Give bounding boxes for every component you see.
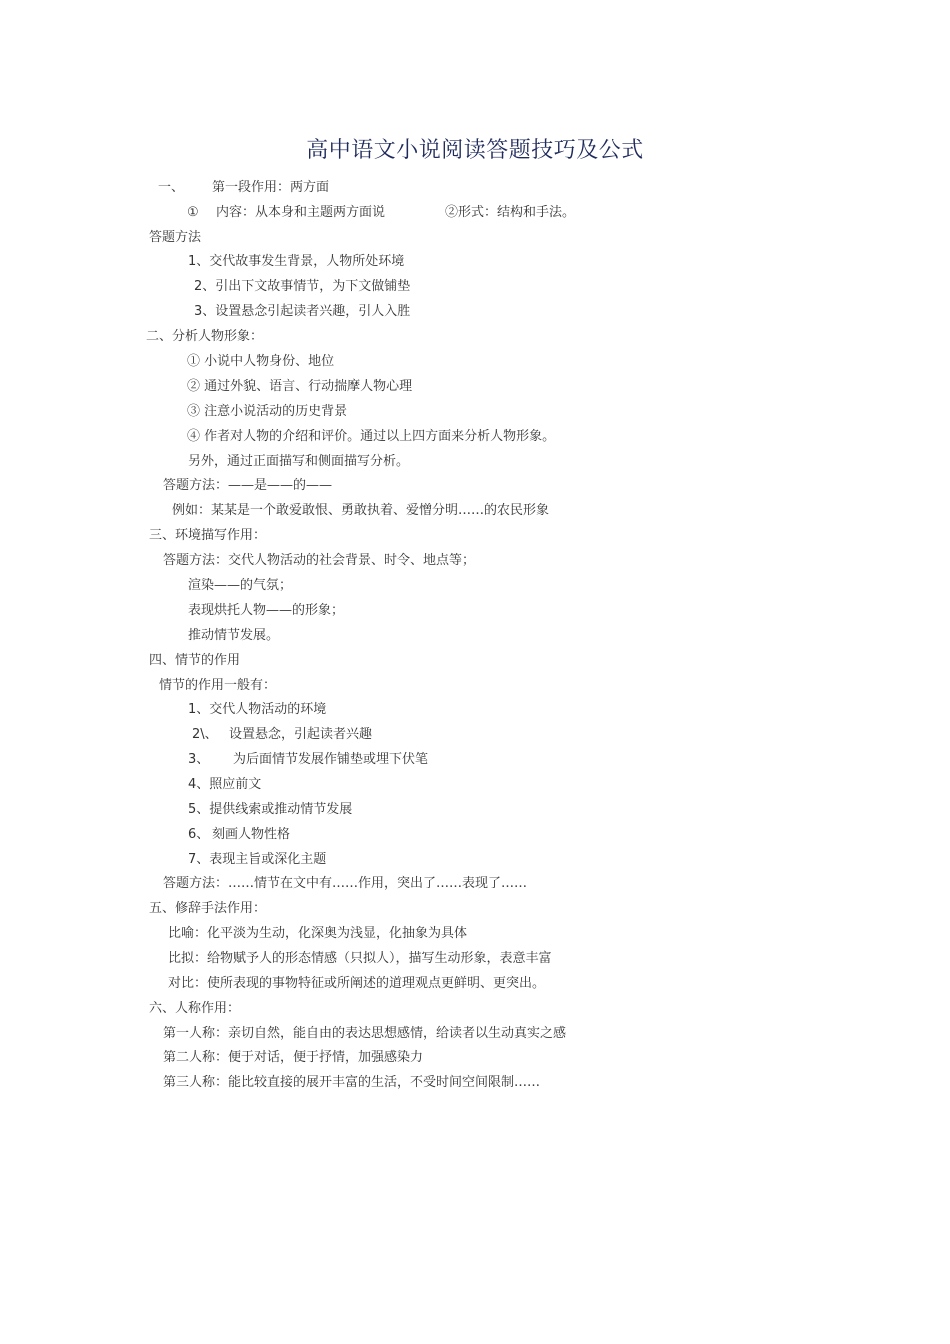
list-item: ② 通过外貌、语言、行动揣摩人物心理 — [187, 379, 413, 394]
list-item: 5、提供线索或推动情节发展 — [188, 802, 353, 817]
list-item: 比喻：化平淡为生动，化深奥为浅显，化抽象为具体 — [168, 926, 468, 941]
section-heading-5: 五、修辞手法作用： — [149, 901, 267, 916]
list-item: 对比：使所表现的事物特征或所阐述的道理观点更鲜明、更突出。 — [168, 976, 546, 991]
list-marker: 3、 — [188, 752, 210, 767]
list-item: 第三人称：能比较直接的展开丰富的生活，不受时间空间限制…… — [163, 1075, 541, 1090]
list-item: 内容：从本身和主题两方面说 — [216, 205, 386, 220]
section-heading-2: 二、分析人物形象： — [146, 329, 264, 344]
answer-method: 答题方法：……情节在文中有……作用，突出了……表现了…… — [163, 876, 528, 891]
list-marker: 2\、 — [192, 727, 218, 742]
section-heading-3: 三、环境描写作用： — [149, 528, 267, 543]
list-item: 为后面情节发展作铺垫或埋下伏笔 — [233, 752, 429, 767]
list-item: 1、交代人物活动的环境 — [188, 702, 327, 717]
subheading: 情节的作用一般有： — [159, 678, 277, 693]
answer-method: 答题方法：交代人物活动的社会背景、时令、地点等； — [163, 553, 476, 568]
answer-method: 答题方法：——是——的—— — [163, 478, 333, 493]
list-item: ① 小说中人物身份、地位 — [187, 354, 335, 369]
list-item: 表现烘托人物——的形象； — [188, 603, 345, 618]
list-item: ④ 作者对人物的介绍和评价。通过以上四方面来分析人物形象。 — [187, 429, 556, 444]
list-marker: 6、 — [188, 827, 210, 842]
list-item: 第二人称：便于对话，便于抒情，加强感染力 — [163, 1050, 424, 1065]
section-heading-4: 四、情节的作用 — [149, 653, 241, 668]
document-title: 高中语文小说阅读答题技巧及公式 — [306, 138, 644, 163]
list-item: ②形式：结构和手法。 — [445, 205, 576, 220]
example: 例如：某某是一个敢爱敢恨、勇敢执着、爱憎分明……的农民形象 — [172, 503, 550, 518]
list-item: 第一人称：亲切自然，能自由的表达思想感情，给读者以生动真实之感 — [163, 1026, 567, 1041]
list-item: 1、交代故事发生背景，人物所处环境 — [188, 254, 405, 269]
list-item: 3、设置悬念引起读者兴趣，引人入胜 — [194, 304, 411, 319]
list-item: 渲染——的气氛； — [188, 578, 293, 593]
subheading: 答题方法 — [149, 230, 202, 245]
list-marker: ① — [187, 205, 199, 220]
list-item: 刻画人物性格 — [212, 827, 291, 842]
list-item: 推动情节发展。 — [188, 628, 280, 643]
list-item: 比拟：给物赋予人的形态情感（只拟人），描写生动形象，表意丰富 — [168, 951, 552, 966]
section-heading-6: 六、人称作用： — [149, 1001, 241, 1016]
list-item: ③ 注意小说活动的历史背景 — [187, 404, 348, 419]
list-item: 2、引出下文故事情节，为下文做铺垫 — [194, 279, 411, 294]
list-item: 4、照应前文 — [188, 777, 262, 792]
list-item: 7、表现主旨或深化主题 — [188, 852, 327, 867]
paragraph: 另外，通过正面描写和侧面描写分析。 — [188, 454, 410, 469]
list-item: 设置悬念，引起读者兴趣 — [229, 727, 373, 742]
section-heading-1: 第一段作用：两方面 — [212, 180, 330, 195]
section-number-1: 一、 — [158, 180, 185, 195]
